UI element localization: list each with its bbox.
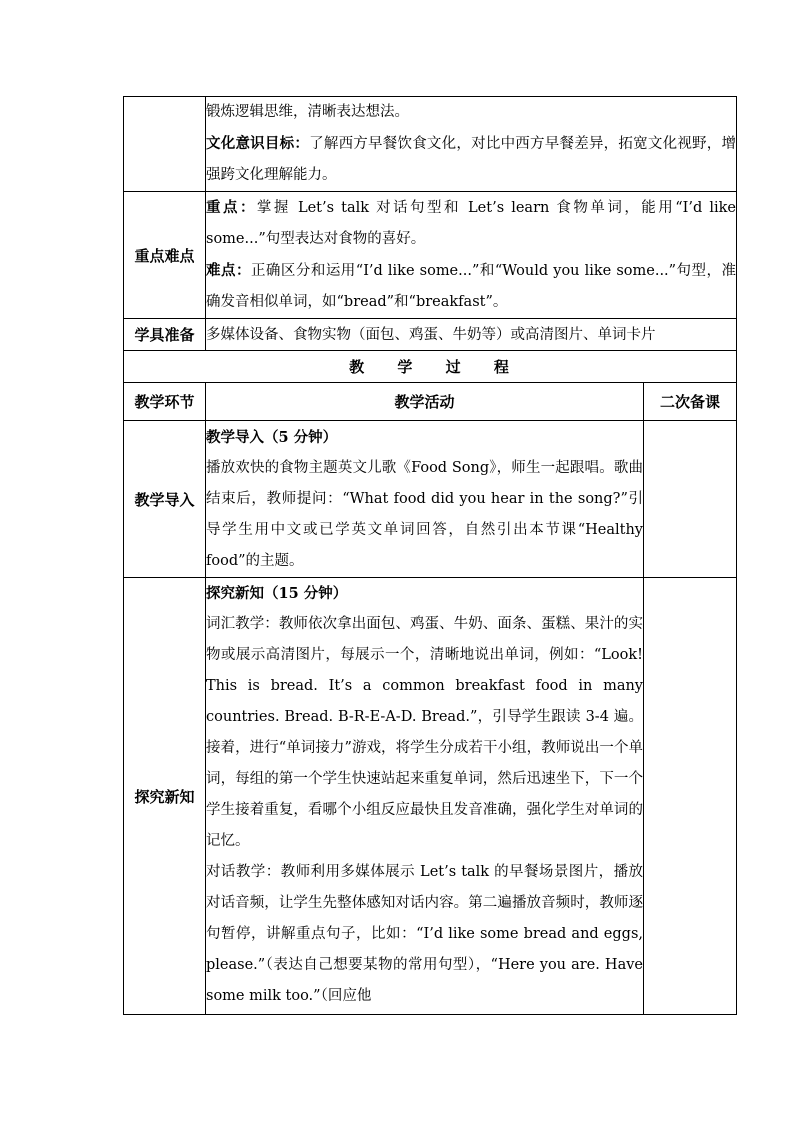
culture-goal-text: 了解西方早餐饮食文化，对比中西方早餐差异，拓宽文化视野，增强跨文化理解能力。 xyxy=(206,136,737,183)
stage-activity-intro xyxy=(206,421,644,578)
materials-label: 学具准备 xyxy=(124,319,206,351)
process-header-row xyxy=(124,383,737,421)
stage-label-explore: 探究新知 xyxy=(124,578,206,1015)
key-points-row xyxy=(124,192,737,319)
vocab-teaching-paragraph: 词汇教学：教师依次拿出面包、鸡蛋、牛奶、面条、蛋糕、果汁的实物或展示高清图片，每展示一个，清晰地说出单词，例如：“Look! This is bread. It’s a common breakfast food in many countries. Bread. B-R-E-A-D. Bread.”，引导学生跟读 3-4 遍。接着，进行“单词接力”游戏，将学生分成若干小组，教师说出一个单词，每组的第一个学生快速站起来重复单词，然后迅速坐下，下一个学生接着重复，看哪个小组反应最快且发音准确，强化学生对单词的记忆。 xyxy=(206,616,643,849)
process-title-row xyxy=(124,351,737,383)
culture-goal xyxy=(206,128,736,191)
lesson-plan-table xyxy=(123,96,737,1015)
key-points-content xyxy=(206,192,737,319)
stage-row-explore xyxy=(124,578,737,1015)
stage-label-intro: 教学导入 xyxy=(124,421,206,578)
notes-cell-intro xyxy=(644,421,737,578)
dialogue-teaching-paragraph: 对话教学：教师利用多媒体展示 Let’s talk 的早餐场景图片，播放对话音频，让学生先整体感知对话内容。第二遍播放音频时，教师逐句暂停，讲解重点句子，比如：“I’d like some bread and eggs, please.”（表达自己想要某物的常用句型），“Here you are. Have some milk too.”（回应他 xyxy=(206,864,643,1004)
culture-goal-label: 文化意识目标： xyxy=(206,135,310,152)
materials-text: 多媒体设备、食物实物（面包、鸡蛋、牛奶等）或高清图片、单词卡片 xyxy=(206,319,737,351)
key-points-label: 重点难点 xyxy=(124,192,206,319)
stage-row-intro xyxy=(124,421,737,578)
stage-activity-explore xyxy=(206,578,644,1015)
goals-line: 锻炼逻辑思维，清晰表达想法。 xyxy=(206,104,409,120)
key-point-text: 掌握 Let’s talk 对话句型和 Let’s learn 食物单词，能用“I’d like some...”句型表达对食物的喜好。 xyxy=(206,200,737,247)
stage-text-intro: 播放欢快的食物主题英文儿歌《Food Song》，师生一起跟唱。歌曲结束后，教师提问：“What food did you hear in the song?”引导学生用中文或已学英文单词回答，自然引出本节课“Healthy food”的主题。 xyxy=(206,459,643,569)
difficulty-label: 难点： xyxy=(206,262,251,279)
empty-label-cell xyxy=(124,97,206,192)
goals-content-cell xyxy=(206,97,737,192)
column-header-activity: 教学活动 xyxy=(206,383,644,421)
materials-row xyxy=(124,319,737,351)
notes-cell-explore xyxy=(644,578,737,1015)
difficulty-point xyxy=(206,255,736,318)
stage-heading-intro: 教学导入（5 分钟） xyxy=(206,428,338,446)
difficulty-text: 正确区分和运用“I’d like some...”和“Would you like some...”句型，准确发音相似单词，如“bread”和“breakfast”。 xyxy=(206,263,736,310)
stage-heading-explore: 探究新知（15 分钟） xyxy=(206,585,348,602)
process-title: 教 学 过 程 xyxy=(124,351,737,383)
goals-continued-row xyxy=(124,97,737,192)
column-header-stage: 教学环节 xyxy=(124,383,206,421)
column-header-notes: 二次备课 xyxy=(644,383,737,421)
key-point-label: 重点： xyxy=(206,199,257,216)
key-point xyxy=(206,192,736,255)
